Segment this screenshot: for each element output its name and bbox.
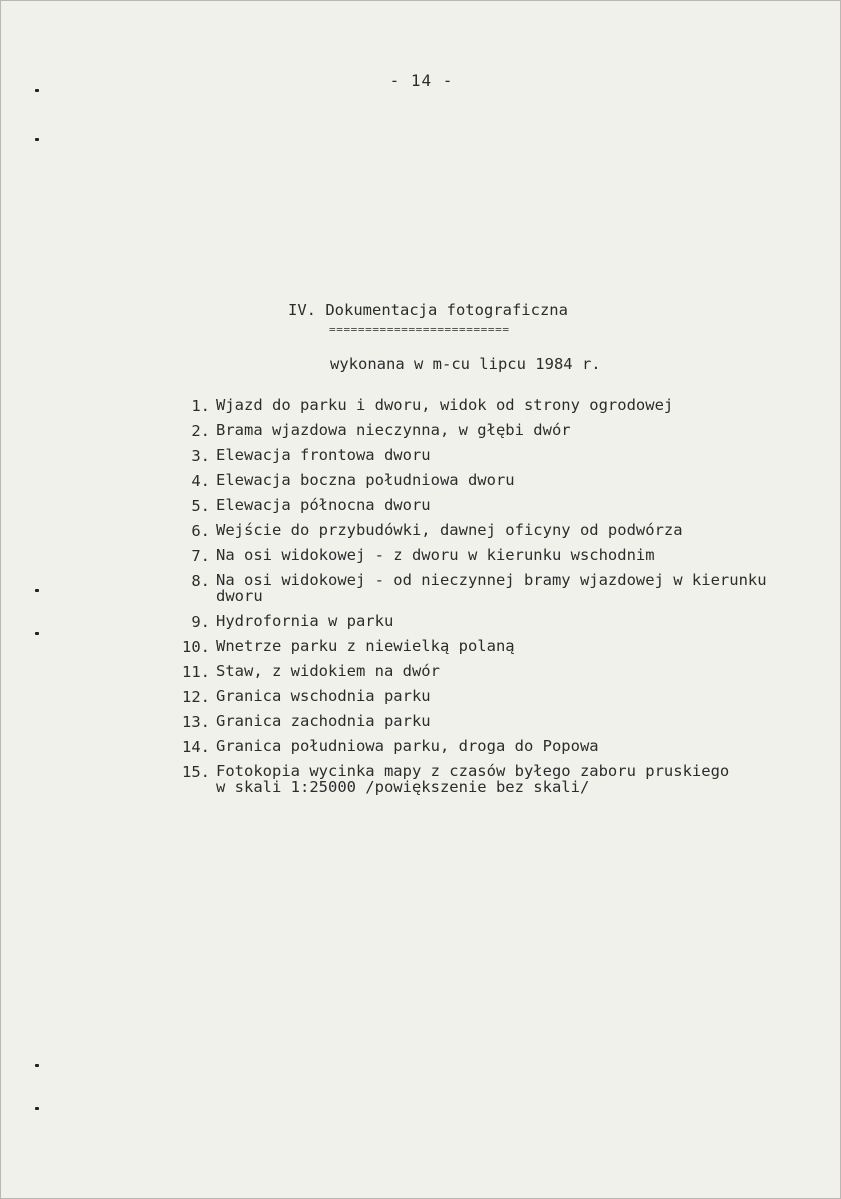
margin-mark: [35, 1107, 39, 1110]
item-number: 3.: [191, 447, 210, 465]
item-text: Granica wschodnia parku: [216, 687, 431, 705]
list-item: [166, 444, 836, 469]
item-text: Elewacja północna dworu: [216, 496, 431, 514]
item-number: 15.: [182, 763, 210, 781]
section-subtitle: wykonana w m-cu lipcu 1984 r.: [330, 355, 601, 373]
list-item: [166, 660, 836, 685]
item-text: Na osi widokowej - od nieczynnej bramy wjazdowej w kierunku dworu: [216, 571, 767, 605]
item-text: Brama wjazdowa nieczynna, w głębi dwór: [216, 421, 571, 439]
margin-mark: [35, 632, 39, 635]
item-number: 1.: [191, 397, 210, 415]
photo-list: [166, 394, 836, 801]
list-item: [166, 419, 836, 444]
item-text: Hydrofornia w parku: [216, 612, 394, 630]
item-text: Granica południowa parku, droga do Popowa: [216, 737, 599, 755]
item-number: 8.: [191, 572, 210, 590]
list-item: [166, 685, 836, 710]
item-number: 6.: [191, 522, 210, 540]
list-item: [166, 494, 836, 519]
list-item: [166, 635, 836, 660]
item-text: Elewacja frontowa dworu: [216, 446, 431, 464]
section-underline: =========================: [329, 323, 510, 336]
item-number: 4.: [191, 472, 210, 490]
list-item: [166, 569, 836, 610]
item-text: Granica zachodnia parku: [216, 712, 431, 730]
list-item: [166, 544, 836, 569]
list-item: [166, 760, 836, 801]
page-number: - 14 -: [389, 71, 454, 90]
list-item: [166, 710, 836, 735]
item-text: Wjazd do parku i dworu, widok od strony ogrodowej: [216, 396, 674, 414]
list-item: [166, 610, 836, 635]
item-number: 13.: [182, 713, 210, 731]
item-number: 14.: [182, 738, 210, 756]
section-title: IV. Dokumentacja fotograficzna: [288, 301, 568, 319]
margin-mark: [35, 138, 39, 141]
item-text: Wejście do przybudówki, dawnej oficyny od podwórza: [216, 521, 683, 539]
margin-mark: [35, 1064, 39, 1067]
list-item: [166, 519, 836, 544]
item-text: Na osi widokowej - z dworu w kierunku wschodnim: [216, 546, 655, 564]
item-number: 12.: [182, 688, 210, 706]
list-item: [166, 394, 836, 419]
item-number: 2.: [191, 422, 210, 440]
item-number: 7.: [191, 547, 210, 565]
item-number: 9.: [191, 613, 210, 631]
margin-mark: [35, 589, 39, 592]
item-number: 10.: [182, 638, 210, 656]
item-number: 11.: [182, 663, 210, 681]
item-number: 5.: [191, 497, 210, 515]
section-header: [288, 301, 568, 336]
item-text: Wnetrze parku z niewielką polaną: [216, 637, 515, 655]
item-text: Fotokopia wycinka mapy z czasów byłego zaboru pruskiego w skali 1:25000 /powiększenie bez skali/: [216, 762, 730, 796]
item-text: Staw, z widokiem na dwór: [216, 662, 440, 680]
item-text: Elewacja boczna południowa dworu: [216, 471, 515, 489]
list-item: [166, 735, 836, 760]
list-item: [166, 469, 836, 494]
